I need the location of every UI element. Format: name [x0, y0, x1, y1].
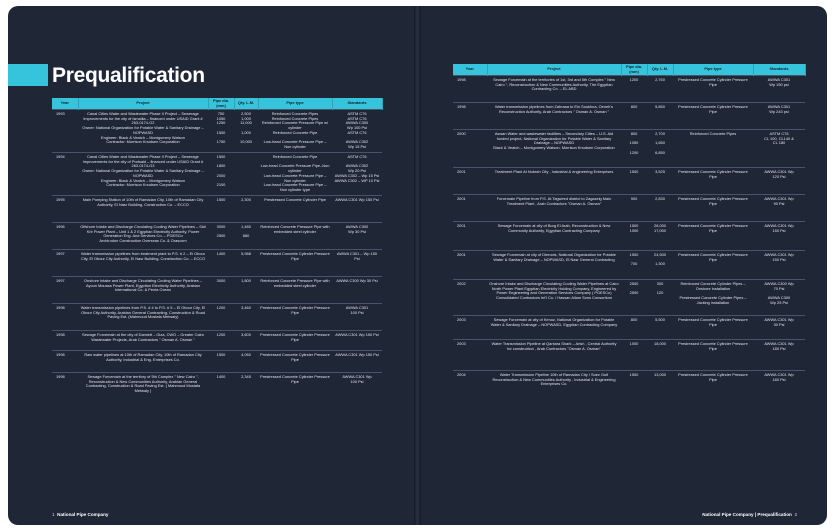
cell-standards: AWWA C301 Wp 180 Psi — [753, 371, 805, 401]
cell-standards: ASTM C76 ASTM C76 AWWA C300 Wp 100 Psi ASTM C76 AWWA C302 Wp 15 Psi — [332, 110, 382, 153]
column-header-pipe-type: Pipe type — [673, 64, 753, 76]
column-header-pipe-dia: Pipe dia. (mm) — [621, 64, 647, 76]
table-row — [453, 251, 805, 280]
cell-qty: 2,500 1,000 11,000 1,000 10,000 — [234, 110, 258, 153]
cell-pipe-type: Prestressed Concrete Cylinder Pressure Pipe — [673, 251, 753, 280]
cell-pipe-type: Prestressed Concrete Cylinder Pipe — [258, 196, 332, 223]
table-row — [52, 110, 382, 153]
cell-pipe-type: Reinforced Concrete Cylinder Pipes – Onshore installation Prestressed Concrete Cylinder Pipes – Jacking installation — [673, 280, 753, 316]
cell-standards: ASTM C76 AWWA C302 Wp 20 Psi AWWA C302 – Wp 15 Psi AWWA C302 – WP 10 Psi — [332, 153, 382, 196]
column-header-pipe-dia: Pipe dia. (mm) — [208, 98, 234, 110]
cell-project: Sewage Forcemain at the territory of 5th Complex " New Cairo ", Reconstruction & New Communities Authority, Arabian General Contracting, Construction & Road Paving Est. ( Mahmoud Mostafa Metwaly ) — [78, 373, 208, 400]
column-header-project: Project — [78, 98, 208, 110]
cell-pipe-dia: 1200 — [621, 76, 647, 103]
cell-qty: 24,500 1,300 — [647, 251, 673, 280]
column-header-project: Project — [487, 64, 621, 76]
table-header-row — [52, 98, 382, 110]
cell-pipe-type: Prestressed Concrete Cylinder Pressure Pipe — [673, 316, 753, 340]
cell-project: Offshore Intake and Discharge Circulating Cooling Water Pipelines – Sidi Krir Power Plant – Unit 1 & 2 Egyptian Electricity Authority, Power Generation Eng. And Services Co. – PGESCo Archirodon Construction Overseas Co. & Orascom — [78, 223, 208, 250]
cell-pipe-type: Prestressed Concrete Cylinder Pressure Pipe — [673, 168, 753, 195]
cell-project: Onshore Intake and Discharge Circulating Cooling Water Pipelines – Ayoun Moussa Power Plant, Egyptian Electricity Authority, Arabian International Co. & Penta Ocean — [78, 277, 208, 304]
cell-year: 2000 — [453, 130, 487, 168]
cell-pipe-dia: 1500 — [621, 371, 647, 401]
column-header-qty: Qty. L.M. — [647, 64, 673, 76]
cell-year: 2001 — [453, 222, 487, 251]
cell-standards: AWWA C301 Wp 150 Psi — [332, 196, 382, 223]
column-header-standards: Standards — [753, 64, 805, 76]
cell-standards: AWWA C301 Wp 150 Psi — [332, 331, 382, 351]
cell-standards: ASTM C76 CL 100, CL140 & CL 180 — [753, 130, 805, 168]
cell-pipe-dia: 3000 2500 — [208, 223, 234, 250]
column-header-pipe-type: Pipe type — [258, 98, 332, 110]
cell-standards: AWWA C301 Wp 150 psi — [753, 76, 805, 103]
cell-pipe-dia: 1400 — [208, 250, 234, 277]
cell-pipe-type: Prestressed Concrete Cylinder Pressure Pipe — [673, 222, 753, 251]
table-header-row — [453, 64, 805, 76]
table-row — [52, 304, 382, 331]
cell-year: 1998 — [52, 351, 78, 373]
table-row — [52, 277, 382, 304]
left-page — [8, 6, 414, 525]
cell-standards: AWWA C301 Wp 150 Psi — [753, 222, 805, 251]
cell-pipe-dia: 1500 1800 2000 2100 — [208, 153, 234, 196]
table-row — [52, 223, 382, 250]
cell-pipe-dia: 1500 700 — [621, 251, 647, 280]
table-row — [52, 331, 382, 351]
cell-year: 2002 — [453, 280, 487, 316]
prequalification-table-left — [52, 98, 383, 400]
column-header-standards: Standards — [332, 98, 382, 110]
cell-qty: 2,830 — [647, 195, 673, 222]
footer-company: National Pipe Company — [57, 512, 109, 517]
cell-qty: 18,000 — [647, 340, 673, 371]
cell-pipe-type: Prestressed Concrete Cylinder Pressure Pipe — [673, 195, 753, 222]
cell-standards: AWWA C301 Wp 100 Psi — [332, 373, 382, 400]
table-row — [453, 280, 805, 316]
cell-year: 1997 — [52, 277, 78, 304]
cell-standards: AWWA C301 Wp 120 Psi — [753, 168, 805, 195]
cell-standards: AWWA C300 Wp 30 Psi — [332, 277, 382, 304]
cell-project: Aswan Water and wastewater facilities – Secondary Cities – U.S. Aid funded project, National Organization for Potable Water & Sanitary Drainage – NOPWASD Black & Veatch – Montgomery Watson, Morrison Knudsen Corporation — [487, 130, 621, 168]
footer-label: National Pipe Company | Prequalification — [702, 512, 792, 517]
column-header-year: Year — [453, 64, 487, 76]
cell-standards: AWWA C301 Wp 90 Psi — [753, 195, 805, 222]
table-row — [453, 76, 805, 103]
book-spine — [414, 6, 421, 525]
table-row — [453, 222, 805, 251]
cell-qty: 2,300 — [234, 196, 258, 223]
cell-standards: AWWA C301 Wp 150 Psi — [753, 251, 805, 280]
cell-project: Onshore Intake and Discharge Circulating Cooling Water Pipelines at Cairo North Power Plant Egyptian Electricity Holding Company, Engineered by Power Engineering and Generation Services Company ( PGESCo) Consolidated Contractors Int'l Co. / Hassan Allam Sons Consortium — [487, 280, 621, 316]
table-row — [453, 195, 805, 222]
cell-project: Sewage Forcemain at city of Borg El Arab, Reconstruction & New Community Authority, Egyptian Contracting Company — [487, 222, 621, 251]
cell-standards: AWWA C301 – Wp 150 Psi — [332, 250, 382, 277]
cell-qty: 1,480 880 — [234, 223, 258, 250]
cell-project: Raw water pipelines at 10th of Ramadan City, 10th of Ramadan City Authority, Industrial & Eng. Enterprises Co. — [78, 351, 208, 373]
cell-standards: AWWA C301 Wp 243 psi — [753, 103, 805, 130]
cell-pipe-dia: 800 — [621, 316, 647, 340]
cell-qty: 300 120 — [647, 280, 673, 316]
cell-project: Forcemain Pipeline from P.S. At Tagweed district to Zagazeig Main Treatment Plant , Arab Contractors "Osman A. Osman" — [487, 195, 621, 222]
table-row — [453, 168, 805, 195]
cell-year: 2003 — [453, 316, 487, 340]
table-row — [453, 130, 805, 168]
cell-year: 2001 — [453, 168, 487, 195]
cell-qty: 2,345 — [234, 373, 258, 400]
table-row — [52, 351, 382, 373]
cell-standards: AWWA C300 Wp 30 Psi — [332, 223, 382, 250]
cell-pipe-type: Reinforced Concrete Pipes — [673, 130, 753, 168]
cell-pipe-type: Reinforced Concrete Pressure Pipe with embedded steel cylinder — [258, 223, 332, 250]
cell-pipe-type: Reinforced Concrete Pressure Pipe with embedded steel cylinder — [258, 277, 332, 304]
cell-qty — [234, 153, 258, 196]
cell-year: 1996 — [52, 223, 78, 250]
cell-pipe-type: Prestressed Concrete Cylinder Pressure Pipe — [258, 351, 332, 373]
cell-qty: 5,988 — [234, 250, 258, 277]
cell-pipe-type: Prestressed Concrete Cylinder Pressure Pipe — [258, 250, 332, 277]
cell-pipe-type: Prestressed Concrete Cylinder Pressure Pipe — [673, 340, 753, 371]
cell-pipe-type: Reinforced Concrete Pipe Low-head Concrete Pressure Pipe–Non cylinder Low-head Concrete Pressure Pipe – Non cylinder Low-head Concrete Pressure Pipe – Non cylinder type — [258, 153, 332, 196]
table-row — [52, 250, 382, 277]
heading-accent-bar — [8, 64, 48, 86]
cell-project: Sewage Forcemain at the territories of 1st, 3rd and 5th Complex " New Cairo ", Reconstruction & New Communities Authority, The Egyptian Contracting Co. – EL ABD — [487, 76, 621, 103]
cell-pipe-dia: 1400 — [208, 373, 234, 400]
cell-project: Sewage Forcemain at city of Kenoz, National Organization for Potable Water & Sanitary Drainage – NOPWASD, Egyptian Contracting Company — [487, 316, 621, 340]
table-row — [453, 340, 805, 371]
cell-pipe-dia: 1500 — [208, 351, 234, 373]
page-number: 1 — [52, 512, 55, 517]
cell-qty: 2,700 1,650 6,850 — [647, 130, 673, 168]
cell-year: 2001 — [453, 195, 487, 222]
table-row — [453, 371, 805, 401]
cell-year: 1993 — [52, 110, 78, 153]
prequalification-table-right — [453, 64, 806, 401]
cell-pipe-dia: 800 — [621, 103, 647, 130]
cell-pipe-type: Prestressed Concrete Cylinder Pressure Pipe — [258, 331, 332, 351]
cell-standards: AWWA C300 Wp 70 Psi AWWA C300 Wp 25 Psi — [753, 280, 805, 316]
cell-pipe-dia: 1500 1000 — [621, 222, 647, 251]
cell-project: Sewage Forcemain at city of Dierocts, National Organization for Potable Water & Sanitary Drainage – NOPWASD, El Nasr General Contracting — [487, 251, 621, 280]
cell-pipe-dia: 1500 — [208, 196, 234, 223]
column-header-year: Year — [52, 98, 78, 110]
cell-qty: 5,500 — [647, 316, 673, 340]
cell-standards: AWWA C301 100 Psi — [332, 304, 382, 331]
cell-project: Canal Cities Water and Wastewater Phase II Project – Sewerage Improvements for the city of Portsaid – financed under USAID Grant # 263-0174-G3 Owner: National Organization for Potable Water & Sanitary Drainage – NOPWASD Engineer: Black & Veatch – Montgomery Watson Contractor: Morrison Knudsen Corporation — [78, 153, 208, 196]
cell-qty: 3,460 — [234, 304, 258, 331]
cell-project: Sewage Forcemain at the city of Damiett – Giza, CWO – Greater Cairo Wastewater Projects, Arab Contractors " Osman A. Osman " — [78, 331, 208, 351]
cell-year: 1998 — [453, 76, 487, 103]
cell-pipe-dia: 1500 — [621, 168, 647, 195]
cell-pipe-dia: 800 1050 1200 — [621, 130, 647, 168]
footer-left — [52, 512, 108, 517]
cell-standards: AWWA C301 Wp 150 Psi — [332, 351, 382, 373]
cell-qty: 26,000 17,000 — [647, 222, 673, 251]
cell-project: Water transmission pipelines from P.S. # 4 to P.S. # 5 – El Obour City, El Obour City Authority, Arabian General Contracting, Construction & Road Paving Est. (Mahmoud Mostafa Metwaly) — [78, 304, 208, 331]
cell-qty: 2,760 — [647, 76, 673, 103]
cell-project: Water transmission pipelines from treatment plant to P.S. # 2 – El Obour City, El Obour City Authority, El Nasr Building, Construction Co. – ECCO — [78, 250, 208, 277]
table-row — [52, 153, 382, 196]
cell-year: 1995 — [52, 196, 78, 223]
cell-project: Treatment Plant At Nubrah City , Industrial & engineering Enterprises — [487, 168, 621, 195]
cell-pipe-dia: 2500 2500 — [621, 280, 647, 316]
cell-standards: AWWA C301 Wp 30 Psi — [753, 316, 805, 340]
cell-pipe-dia: 1200 — [208, 304, 234, 331]
cell-pipe-type: Prestressed Concrete Cylinder Pressure Pipe — [258, 304, 332, 331]
cell-year: 1998 — [453, 103, 487, 130]
cell-project: Main Pumping Station of 10th of Ramadan City, 10th of Ramadan City Authority, El Nasr Building, Construction Co. – ECCO — [78, 196, 208, 223]
cell-pipe-type: Prestressed Concrete Cylinder Pressure Pipe — [258, 373, 332, 400]
cell-qty: 3,525 — [647, 168, 673, 195]
cell-pipe-type: Prestressed Concrete Cylinder Pressure Pipe — [673, 76, 753, 103]
cell-year: 1998 — [52, 304, 78, 331]
table-row — [453, 316, 805, 340]
page-number: 2 — [794, 512, 797, 517]
cell-pipe-dia: 900 — [621, 195, 647, 222]
cell-qty: 3,600 — [234, 331, 258, 351]
cell-pipe-type: Prestressed Concrete Cylinder Pressure Pipe — [673, 103, 753, 130]
cell-year: 1998 — [52, 331, 78, 351]
cell-qty: 4,050 — [234, 351, 258, 373]
cell-year: 2003 — [453, 340, 487, 371]
right-page — [421, 6, 827, 525]
page-title: Prequalification — [52, 64, 205, 87]
cell-year: 2004 — [453, 371, 487, 401]
footer-right — [702, 512, 797, 517]
table-row — [52, 196, 382, 223]
cell-year: 1998 — [52, 373, 78, 400]
cell-pipe-type: Prestressed Concrete Cylinder Pressure Pipe — [673, 371, 753, 401]
cell-project: Water Transmission Pipeline 10th of Ramadan City / Suez Gulf Reconstruction & New Communities Authority , Industrial & Engineering Enterprises Co. — [487, 371, 621, 401]
table-row — [453, 103, 805, 130]
cell-pipe-dia: 1000 — [621, 340, 647, 371]
cell-project: Water Transmission Pipeline at Qantara Shark – Arish , Central Authority for construction , Arab Contractors "Osman A. Osman" — [487, 340, 621, 371]
cell-project: Water transmission pipelines from Zahraaa to Ein Soukhna, Oeneh's Reconstruction Authority, Arab Contractors " Osman A. Osman " — [487, 103, 621, 130]
cell-qty: 5,850 — [647, 103, 673, 130]
cell-standards: AWWA C301 Wp 180 Psi — [753, 340, 805, 371]
cell-pipe-dia: 3000 — [208, 277, 234, 304]
cell-pipe-dia: 750 1050 1250 1500 1750 — [208, 110, 234, 153]
table-row — [52, 373, 382, 400]
cell-pipe-dia: 1200 — [208, 331, 234, 351]
cell-pipe-type: Reinforced Concrete Pipes Reinforced Concrete Pipes Reinforced Concrete Pressure Pipe w/ cylinder Reinforced Concrete Pipe Low-head Concrete Pressure Pipe – Non cylinder — [258, 110, 332, 153]
cell-qty: 13,000 — [647, 371, 673, 401]
column-header-qty: Qty. L.M. — [234, 98, 258, 110]
cell-project: Canal Cities Water and Wastewater Phase II Project – Sewerage Improvements for the city of Ismailia – financed under USAID Grant # 263-0174-G2 Owner: National Organization for Potable Water & Sanitary Drainage – NOPWASD Engineer: Black & Veatch – Montgomery Watson Contractor: Morrison Knudsen Corporation — [78, 110, 208, 153]
cell-qty: 1,800 — [234, 277, 258, 304]
cell-year: 1994 — [52, 153, 78, 196]
cell-year: 1997 — [52, 250, 78, 277]
cell-year: 2001 — [453, 251, 487, 280]
